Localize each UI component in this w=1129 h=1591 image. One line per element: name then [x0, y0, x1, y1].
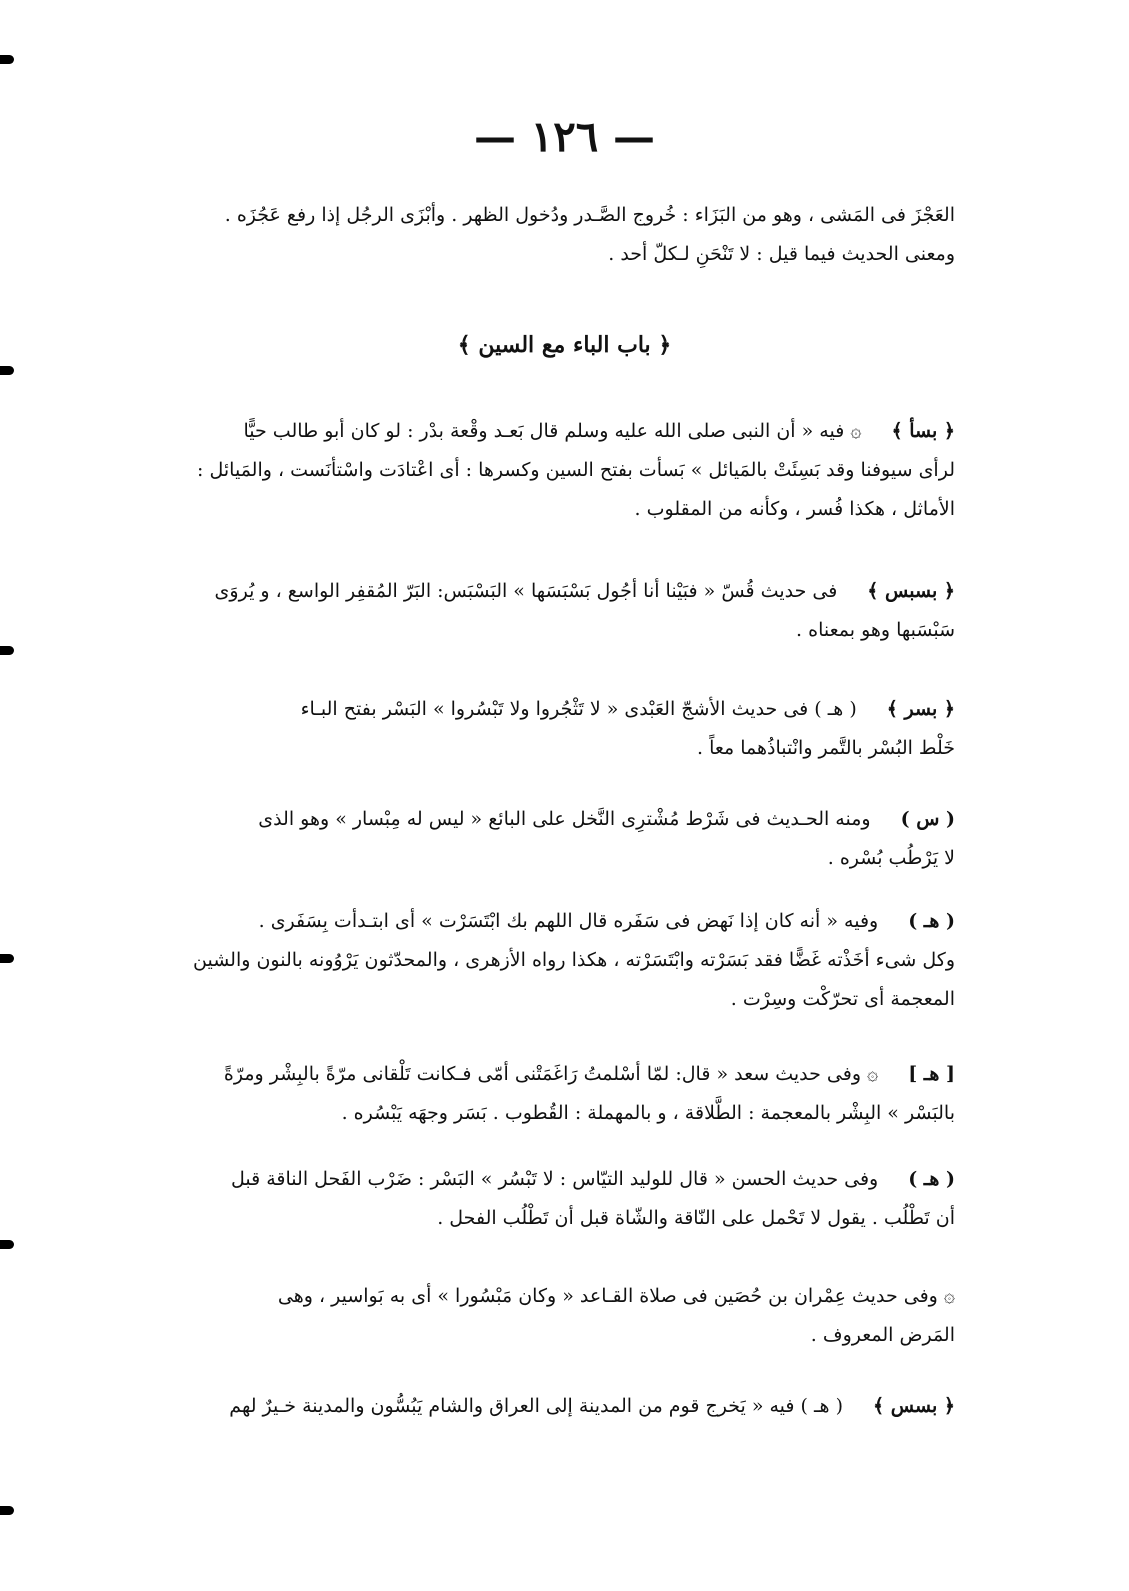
text-line: وكل شىء أخَذْته غَضًّا فقد بَسَرْته وابْتَسَرْته ، هكذا رواه الأزهرى ، والمحدّثون يَرْوُونه بالنون والشين [193, 949, 955, 971]
text-line: العَجْزَ فى المَشى ، وهو من البَزَاء : خُروج الصَّـدر ودُخول الظهر . وأبْزَى الرجُل إذا رفع عَجُزَه . [224, 204, 955, 226]
entry-ibtasart [135, 902, 955, 1019]
entry-source-mark: [ هـ ] [908, 1063, 955, 1085]
entry-hasan-hadith [135, 1160, 955, 1238]
intro-paragraph [135, 196, 955, 274]
text-line: خَلْط البُسْر بالتَّمر وانْتباذُهما معاً . [697, 737, 955, 759]
text-line: ﴿ بسر ﴾( هـ ) فى حديث الأشجّ العَبْدى « لا تَثْجُروا ولا تَبْسُروا » البَسْر بفتح البـاء [300, 698, 955, 720]
text-line: أن تَطْلُب . يقول لا تَحْمل على النّاقة والشّاة قبل أن تَطْلُب الفحل . [437, 1207, 955, 1229]
entry-source-mark: ( هـ ) [908, 910, 955, 932]
binding-mark [0, 1506, 14, 1515]
text-line: ﴿ بسبس ﴾فى حديث قُسّ « فبَيْنا أنا أجُول بَسْبَسَها » البَسْبَس: البَرّ المُقفِر الواسع ، و يُروَى [214, 580, 955, 602]
entry-basr [135, 690, 955, 768]
entry-headword: ﴿ بسس ﴾ [873, 1395, 955, 1417]
text-line: ومعنى الحديث فيما قيل : لا تَنْحَنِ لـكلّ أحد . [608, 243, 955, 265]
section-heading: ﴿ باب الباء مع السين ﴾ [457, 332, 672, 358]
entry-headword: ﴿ بسأ ﴾ [891, 420, 955, 442]
text-line: ۞ وفى حديث عِمْران بن حُصَين فى صلاة القـاعد « وكان مَبْسُورا » أى به بَواسير ، وهى [277, 1285, 955, 1307]
entry-basbas [135, 572, 955, 650]
text-line: لا يَرْطُب بُسْره . [827, 847, 955, 869]
binding-mark [0, 1240, 14, 1249]
entry-imran-hadith [135, 1277, 955, 1355]
text-line: سَبْسَبها وهو بمعناه . [796, 619, 955, 641]
binding-mark [0, 55, 14, 64]
entry-source-mark: ( هـ ) [908, 1168, 955, 1190]
entry-sin-mark [135, 800, 955, 878]
entry-headword: ﴿ بسبس ﴾ [867, 580, 955, 602]
text-line: ( هـ )وفى حديث الحسن « قال للوليد التيّاس : لا تَبْسُر » البَسْر : ضَرْب الفَحل الناقة قبل [231, 1168, 955, 1190]
text-line: [ هـ ]۞ وفى حديث سعد « قال: لمّا أسْلمتُ رَاغَمَتْنى أمّى فـكانت تَلْقانى مرّةً بالبِشْر ومرّةً [223, 1063, 955, 1085]
binding-mark [0, 646, 14, 655]
page-number: — ١٢٦ — [474, 112, 655, 161]
text-line: المعجمة أى تحرّكْت وسِرْت . [730, 988, 955, 1010]
text-line: ( هـ )وفيه « أنه كان إذا نَهض فى سَفَره قال اللهم بك ابْتَسَرْت » أى ابتـدأت بِسَفَرى . [258, 910, 955, 932]
entry-source-mark: ( س ) [900, 808, 955, 830]
text-line: لرأى سيوفنا وقد بَسِئَتْ بالمَيائل » بَسأت بفتح السين وكسرها : أى اعْتادَت واسْتأنَست ، والمَيائل : [197, 459, 955, 481]
text-line: ( س )ومنه الحـديث فى شَرْط مُشْترِى النَّخل على البائع « ليس له مِبْسار » وهو الذى [258, 808, 955, 830]
entry-bass [135, 1387, 955, 1426]
text-line: بالبَسْر » البِشْر بالمعجمة : الطَّلاقة ، و بالمهملة : القُطوب . بَسَر وجهَه يَبْسُره . [341, 1102, 955, 1124]
text-line: المَرض المعروف . [810, 1324, 955, 1346]
text-line: الأماثل ، هكذا فُسر ، وكأنه من المقلوب . [634, 498, 955, 520]
binding-mark [0, 366, 14, 375]
entry-headword: ﴿ بسر ﴾ [886, 698, 955, 720]
entry-saad-hadith [135, 1055, 955, 1133]
entry-basa [135, 412, 955, 529]
binding-mark [0, 954, 14, 963]
text-line: ﴿ بسس ﴾( هـ ) فيه « يَخرج قوم من المدينة إلى العراق والشام يَبُسُّون والمدينة خـيرٌ لهم [229, 1395, 955, 1417]
text-line: ﴿ بسأ ﴾۞ فيه « أن النبى صلى الله عليه وسلم قال بَعـد وقْعة بدْر : لو كان أبو طالب حيًّا [243, 420, 955, 442]
